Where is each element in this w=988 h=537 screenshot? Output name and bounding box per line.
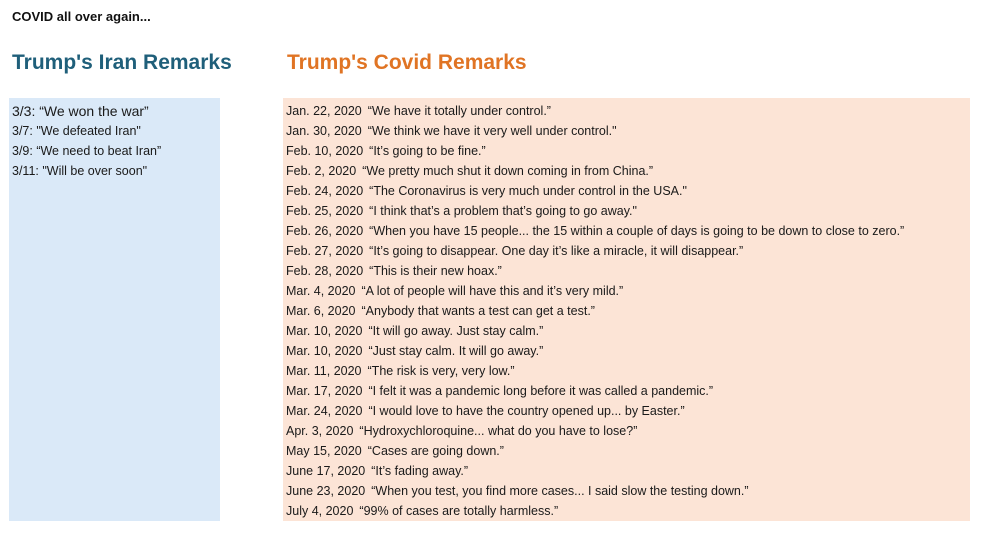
iran-remark-row [9, 121, 220, 141]
remark-date: May 15, 2020 [286, 444, 362, 458]
remark-quote: “The Coronavirus is very much under control in the USA." [369, 184, 687, 198]
covid-remark-row [283, 261, 970, 281]
covid-remarks-heading: Trump's Covid Remarks [287, 51, 527, 74]
covid-remarks-panel [283, 98, 970, 521]
remark-date: Mar. 10, 2020 [286, 324, 363, 338]
remark-quote: “Just stay calm. It will go away.” [368, 344, 544, 358]
covid-remark-row [283, 141, 970, 161]
covid-remark-row [283, 161, 970, 181]
remark-date: Mar. 6, 2020 [286, 304, 356, 318]
remark-date: Apr. 3, 2020 [286, 424, 354, 438]
remark-quote: “A lot of people will have this and it’s very mild.” [361, 284, 624, 298]
covid-remark-row [283, 221, 970, 241]
remark-quote: “When you have 15 people... the 15 within a couple of days is going to be down to close to zero.” [369, 224, 905, 238]
remark-date: Mar. 11, 2020 [286, 364, 362, 378]
remark-date: Feb. 26, 2020 [286, 224, 364, 238]
covid-remark-row [283, 101, 970, 121]
remark-quote: “Anybody that wants a test can get a test.” [361, 304, 595, 318]
iran-remark-row [9, 101, 220, 121]
covid-remark-row [283, 381, 970, 401]
covid-remark-row [283, 341, 970, 361]
remark-quote: “It’s fading away.” [371, 464, 469, 478]
covid-remark-row [283, 401, 970, 421]
remark-date: Mar. 24, 2020 [286, 404, 363, 418]
iran-remark-text: 3/3: “We won the war” [12, 103, 149, 119]
remark-quote: “We pretty much shut it down coming in from China.” [362, 164, 654, 178]
remark-quote: “This is their new hoax.” [369, 264, 502, 278]
remark-date: Feb. 10, 2020 [286, 144, 364, 158]
iran-remark-text: 3/9: “We need to beat Iran” [12, 144, 162, 158]
remark-quote: “99% of cases are totally harmless.” [359, 504, 559, 518]
covid-remark-row [283, 201, 970, 221]
remark-quote: “It will go away. Just stay calm.” [368, 324, 544, 338]
remark-quote: “It’s going to disappear. One day it’s like a miracle, it will disappear.” [369, 244, 744, 258]
remark-quote: “I think that’s a problem that’s going to go away." [369, 204, 637, 218]
remark-date: June 23, 2020 [286, 484, 366, 498]
covid-remark-row [283, 361, 970, 381]
covid-remark-row [283, 421, 970, 441]
remark-date: Mar. 17, 2020 [286, 384, 363, 398]
remark-date: Feb. 27, 2020 [286, 244, 364, 258]
remark-date: Mar. 4, 2020 [286, 284, 356, 298]
covid-remark-row [283, 321, 970, 341]
remark-date: July 4, 2020 [286, 504, 354, 518]
remark-quote: “We have it totally under control.” [367, 104, 551, 118]
remark-quote: “When you test, you find more cases... I said slow the testing down.” [371, 484, 749, 498]
remark-quote: “It’s going to be fine.” [369, 144, 486, 158]
iran-remark-row [9, 141, 220, 161]
remark-date: Feb. 24, 2020 [286, 184, 364, 198]
iran-remarks-panel [9, 98, 220, 521]
page-title: COVID all over again... [12, 9, 151, 24]
covid-remark-row [283, 481, 970, 501]
covid-remark-row [283, 501, 970, 521]
remark-date: June 17, 2020 [286, 464, 366, 478]
remark-date: Feb. 25, 2020 [286, 204, 364, 218]
iran-remarks-heading: Trump's Iran Remarks [12, 51, 232, 74]
iran-remark-row [9, 161, 220, 181]
remark-quote: “Hydroxychloroquine... what do you have to lose?” [359, 424, 638, 438]
covid-remark-row [283, 281, 970, 301]
remark-date: Jan. 22, 2020 [286, 104, 362, 118]
iran-remark-text: 3/11: "Will be over soon" [12, 164, 148, 178]
remark-quote: “We think we have it very well under control." [367, 124, 617, 138]
covid-remark-row [283, 441, 970, 461]
remark-quote: “I felt it was a pandemic long before it was called a pandemic.” [368, 384, 714, 398]
remark-quote: “I would love to have the country opened up... by Easter.” [368, 404, 685, 418]
covid-remark-row [283, 461, 970, 481]
remark-date: Feb. 28, 2020 [286, 264, 364, 278]
remark-date: Mar. 10, 2020 [286, 344, 363, 358]
remark-quote: “The risk is very, very low.” [367, 364, 515, 378]
covid-remark-row [283, 301, 970, 321]
iran-remark-text: 3/7: "We defeated Iran" [12, 124, 141, 138]
covid-remark-row [283, 121, 970, 141]
covid-remark-row [283, 181, 970, 201]
covid-remark-row [283, 241, 970, 261]
remark-quote: “Cases are going down.” [367, 444, 504, 458]
remark-date: Feb. 2, 2020 [286, 164, 357, 178]
remark-date: Jan. 30, 2020 [286, 124, 362, 138]
